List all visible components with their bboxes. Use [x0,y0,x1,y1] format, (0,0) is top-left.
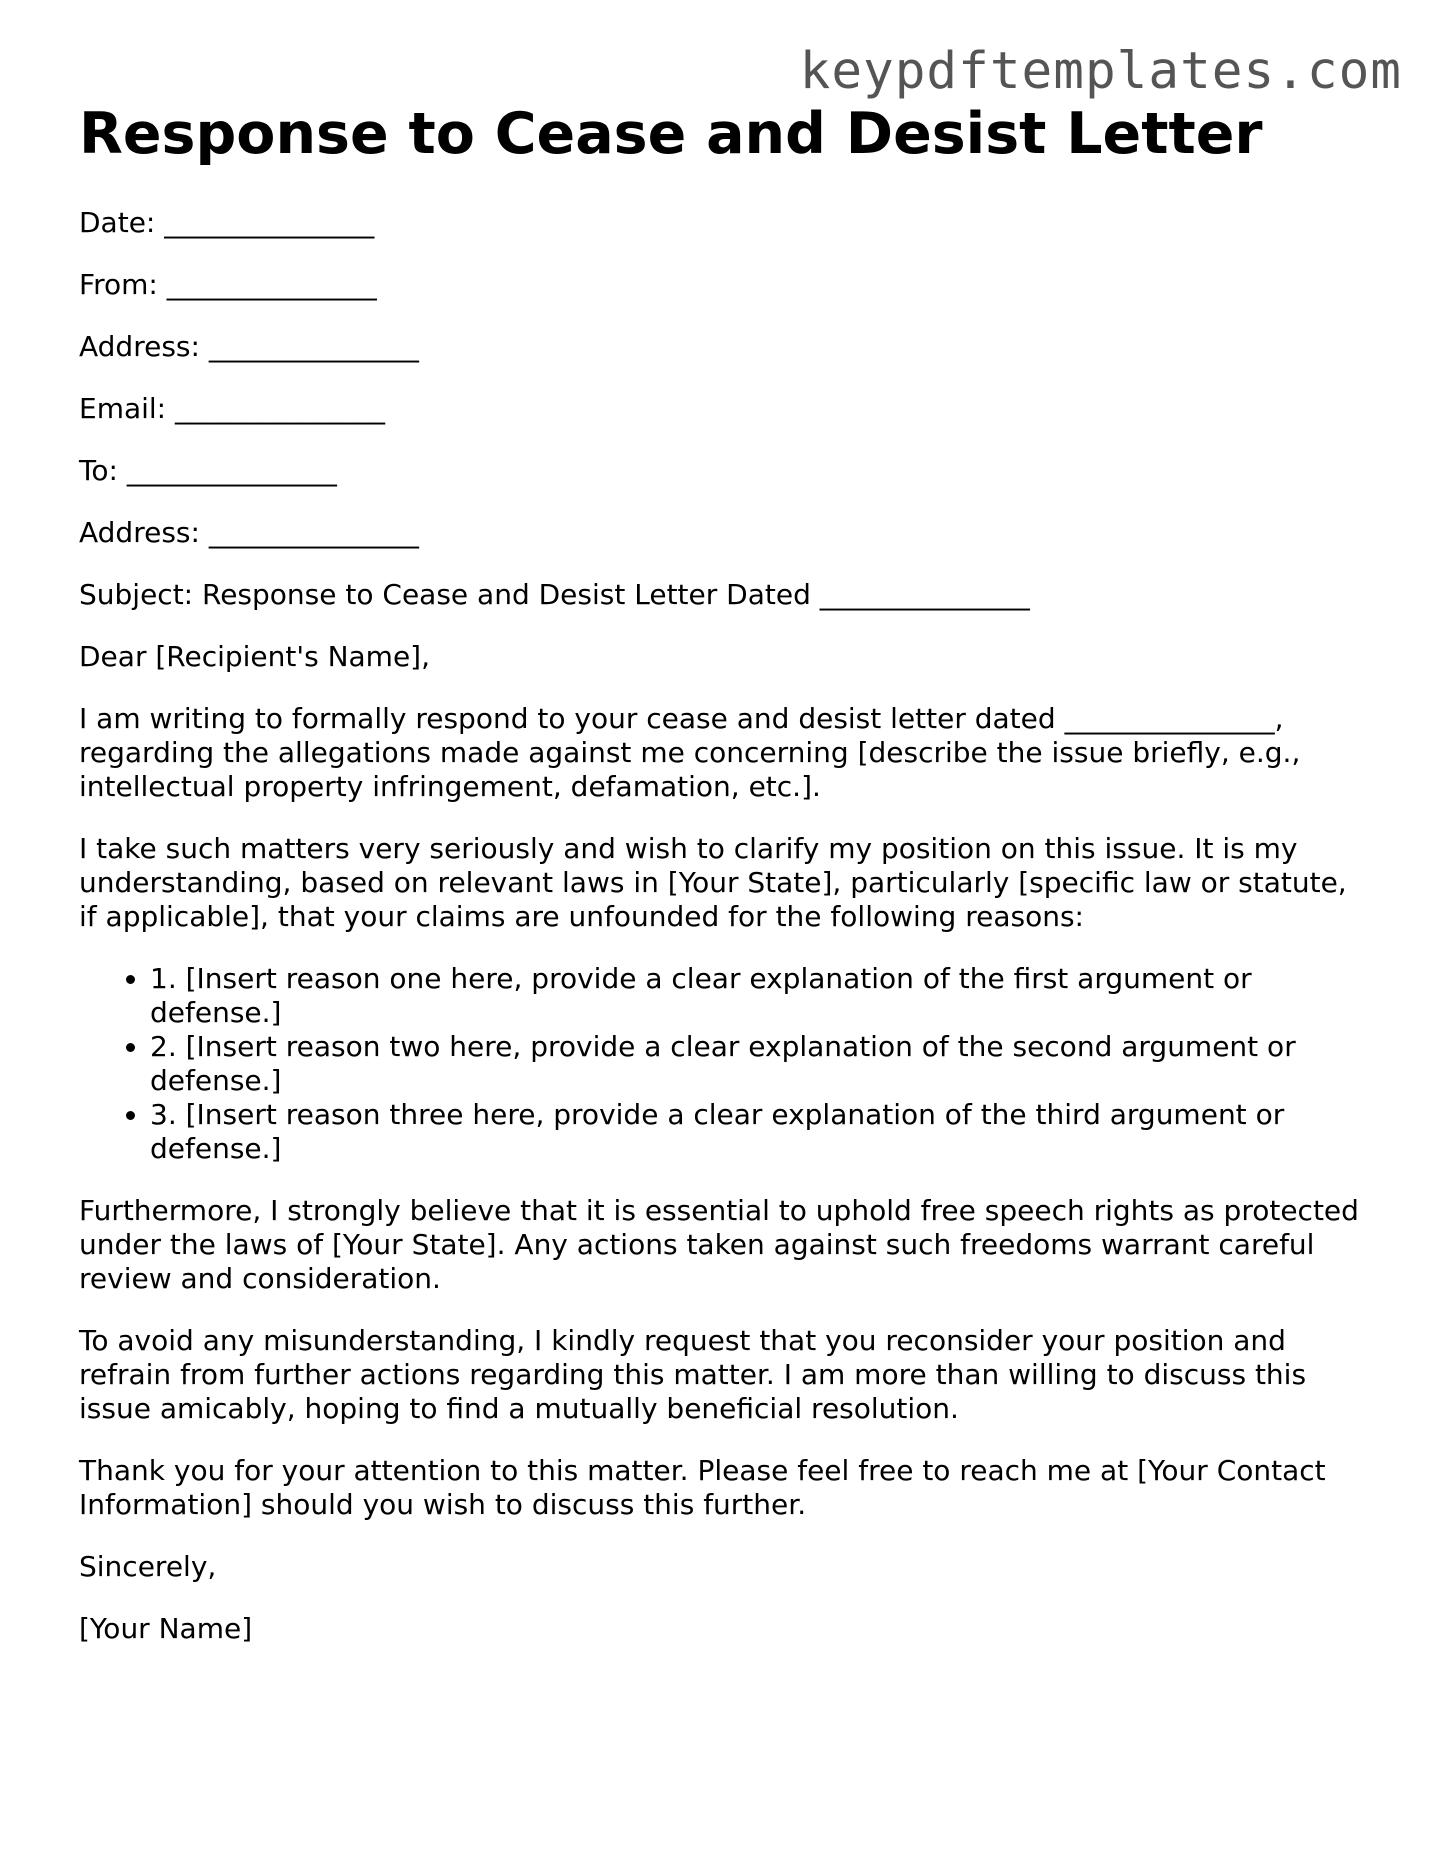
field-blank: _______________ [166,268,377,302]
field-date [79,206,1369,240]
field-label: From: [79,268,158,302]
watermark-text: keypdftemplates.com [799,42,1402,101]
field-blank: _______________ [175,392,386,426]
intro-paragraph: I am writing to formally respond to your cease and desist letter dated _______________, regarding the allegations made against me concerning [describe the issue briefly, e.g., intellectual property infringement, defamation, etc.]. [79,702,1301,804]
thanks-paragraph: Thank you for your attention to this matter. Please feel free to reach me at [Your Contact Information] should you wish to discuss this further. [79,1454,1326,1522]
field-label: Email: [79,392,167,426]
field-blank: _______________ [164,206,375,240]
header-fields [79,206,1369,674]
field-blank: _______________ [208,516,419,550]
reasons-list [79,962,1369,1166]
signature: [Your Name] [79,1612,253,1646]
letter-page [79,100,1369,1674]
request-paragraph: To avoid any misunderstanding, I kindly request that you reconsider your position and refrain from further actions regarding this matter. I am more than willing to discuss this issue amicably, hoping to find a mutually beneficial resolution. [79,1324,1307,1426]
field-label: Address: [79,516,200,550]
document-title: Response to Cease and Desist Letter [79,101,1263,167]
list-item: • 1. [Insert reason one here, provide a clear explanation of the first argument or defense.] [150,962,1369,1030]
field-label: Date: [79,206,156,240]
field-recipient-address [79,516,1369,550]
field-to [79,454,1369,488]
field-email [79,392,1369,426]
closing: Sincerely, [79,1550,217,1584]
field-label: To: [79,454,118,488]
subject-line: Subject: Response to Cease and Desist Letter Dated _______________ [79,578,1030,612]
free-speech-paragraph: Furthermore, I strongly believe that it is essential to uphold free speech rights as protected under the laws of [Your State]. Any actions taken against such freedoms warrant careful review and consideration. [79,1194,1359,1296]
list-item: • 3. [Insert reason three here, provide a clear explanation of the third argument or defense.] [150,1098,1369,1166]
field-blank: _______________ [126,454,337,488]
list-item: • 2. [Insert reason two here, provide a clear explanation of the second argument or defense.] [150,1030,1369,1098]
position-paragraph: I take such matters very seriously and wish to clarify my position on this issue. It is my understanding, based on relevant laws in [Your State], particularly [specific law or statute, if applicable], that your claims are unfounded for the following reasons: [79,832,1347,934]
field-label: Address: [79,330,200,364]
salutation: Dear [Recipient's Name], [79,640,430,674]
field-from [79,268,1369,302]
field-sender-address [79,330,1369,364]
field-blank: _______________ [208,330,419,364]
